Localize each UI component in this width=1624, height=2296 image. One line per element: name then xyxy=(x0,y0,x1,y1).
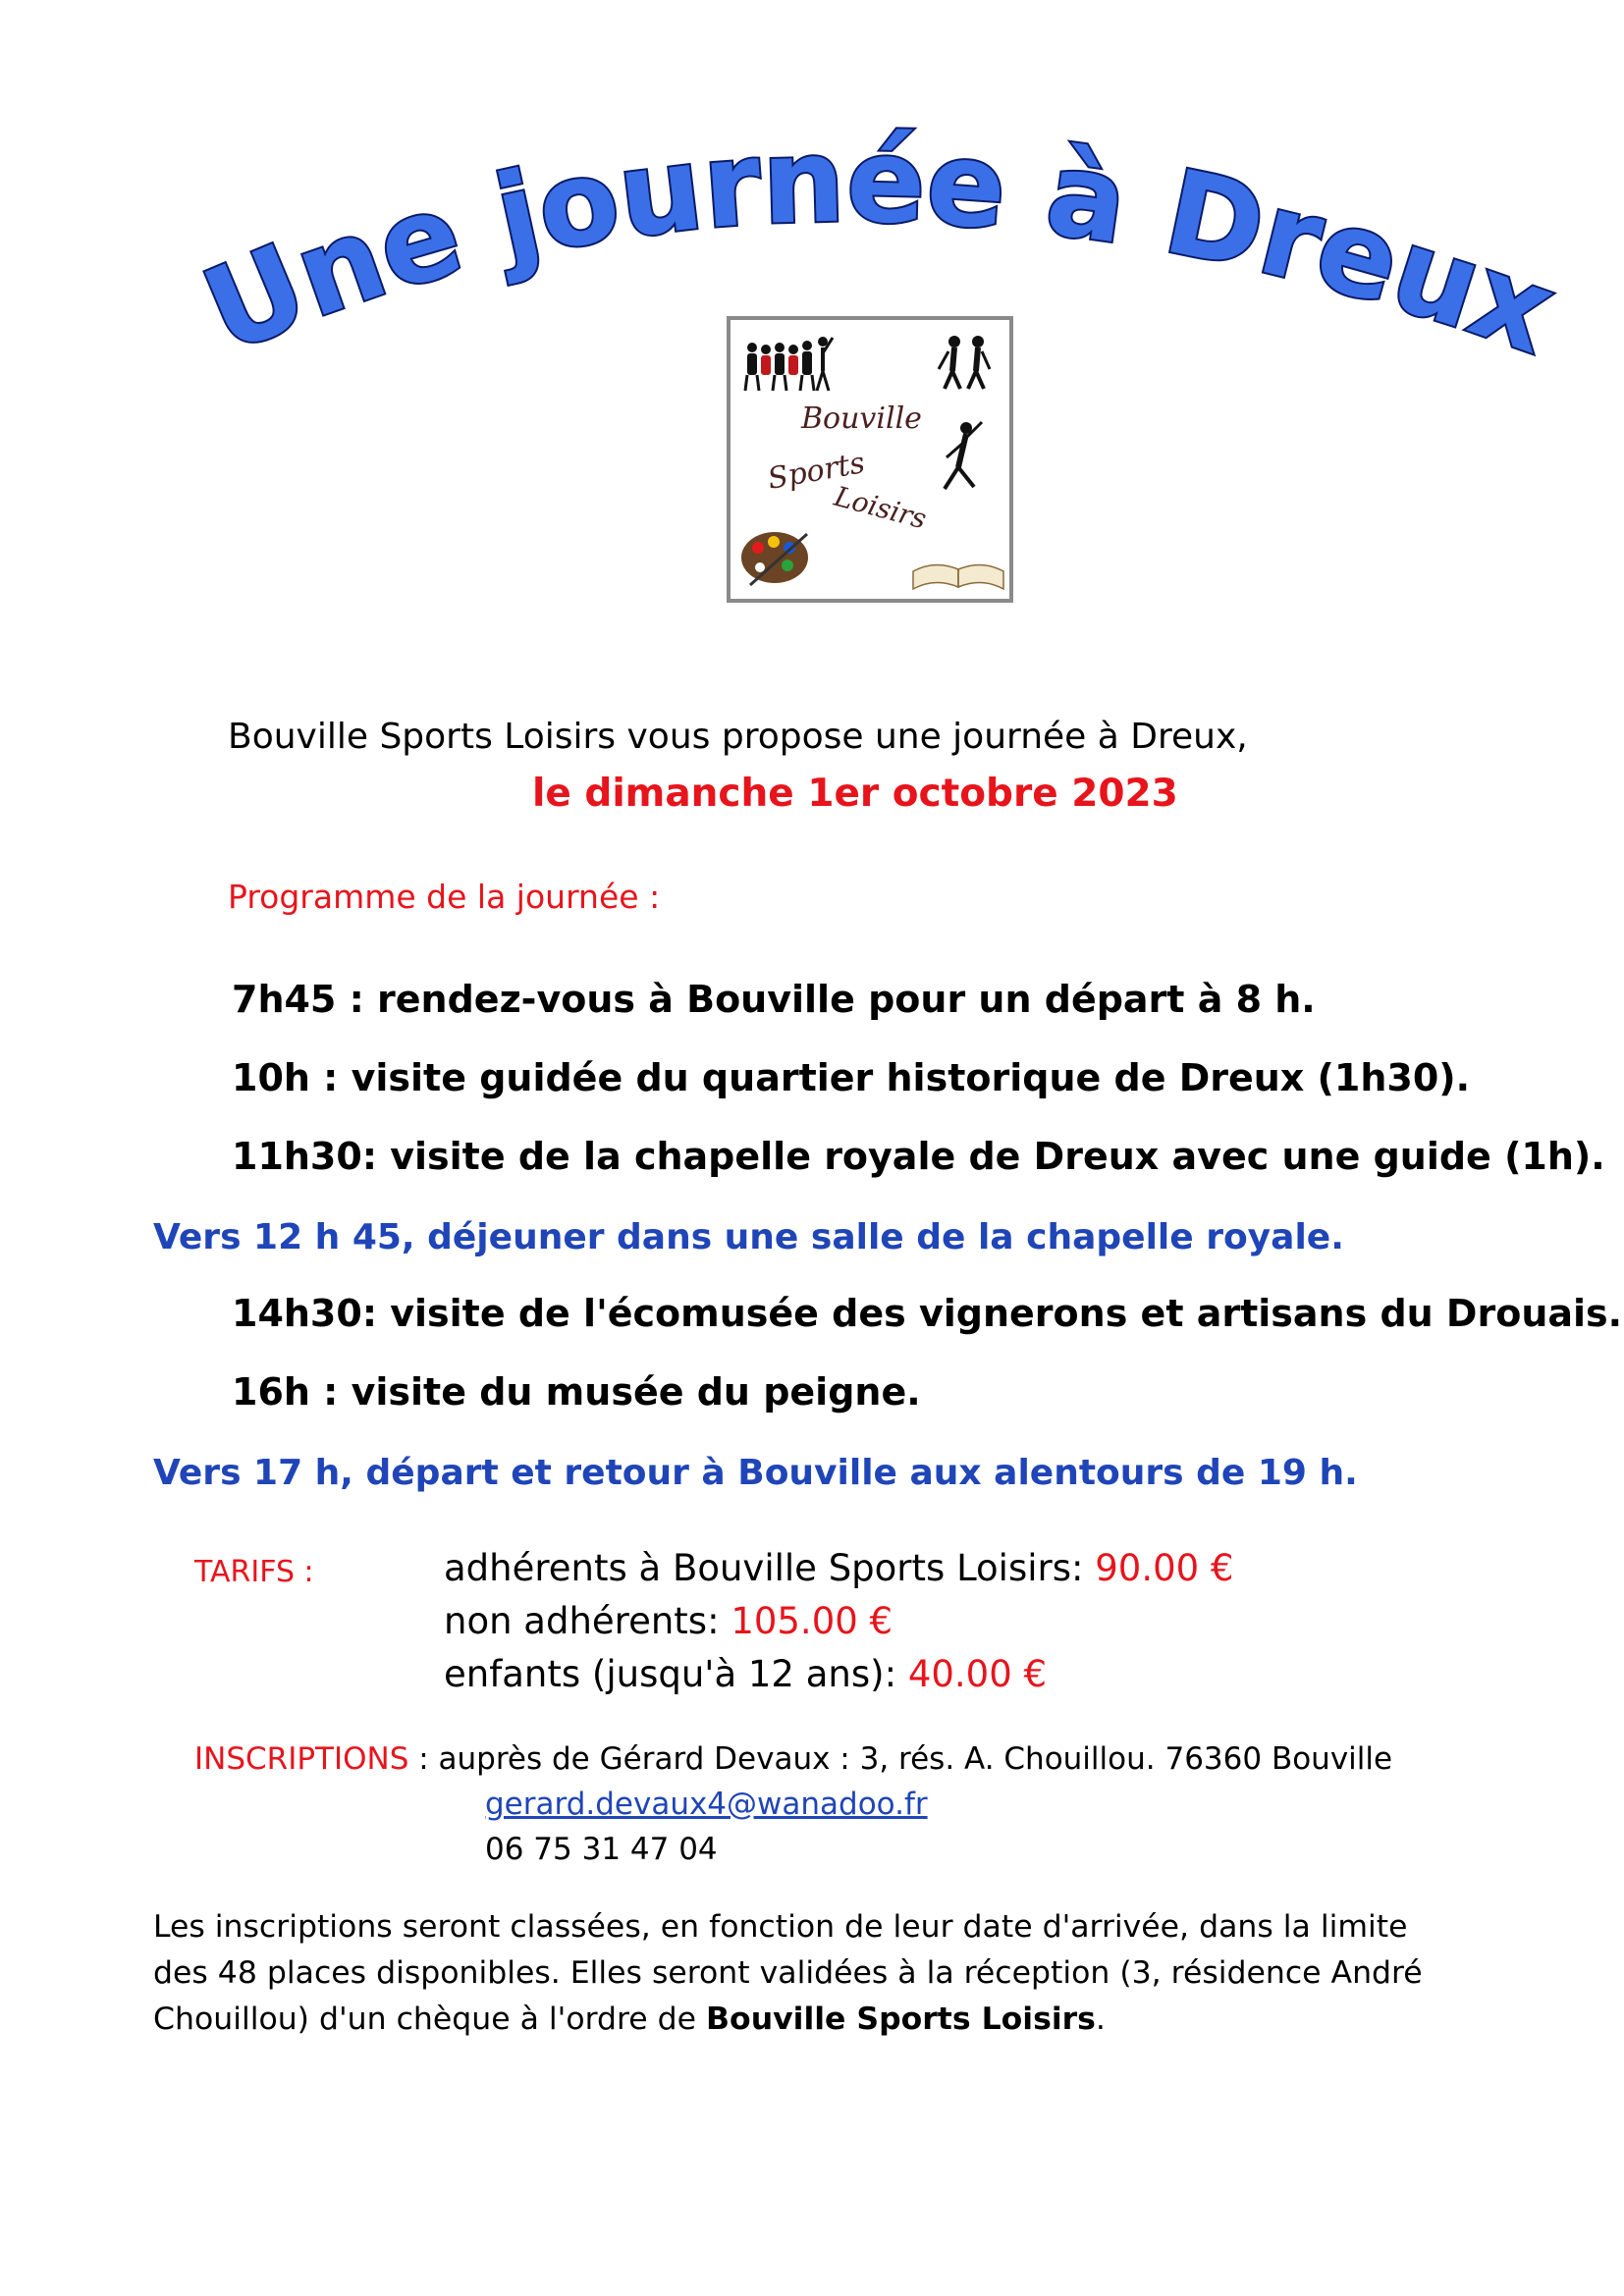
logo-word-sports: Sports xyxy=(765,446,868,497)
inscriptions-text: : auprès de Gérard Devaux : 3, rés. A. Chouillou. 76360 Bouville xyxy=(408,1741,1393,1777)
event-date: le dimanche 1er octobre 2023 xyxy=(532,772,1178,816)
note-end: . xyxy=(1095,2002,1106,2037)
tarif-row xyxy=(444,1547,1233,1589)
return-line: Vers 17 h, départ et retour à Bouville aux alentours de 19 h. xyxy=(153,1453,1358,1493)
tarif-price: 90.00 € xyxy=(1095,1547,1234,1589)
tarif-label: non adhérents: xyxy=(444,1600,720,1642)
contact-phone: 06 75 31 47 04 xyxy=(485,1832,718,1867)
dancers-icon xyxy=(745,337,833,391)
tarif-price: 40.00 € xyxy=(907,1653,1048,1695)
paint-palette-icon xyxy=(741,532,808,585)
hikers-icon xyxy=(939,336,990,389)
registration-note xyxy=(153,1904,1465,2043)
programme-item: 11h30: visite de la chapelle royale de Dreux avec une guide (1h). xyxy=(232,1135,1605,1178)
programme-item: 16h : visite du musée du peigne. xyxy=(232,1370,921,1414)
page-title-text: Une journée à Dreux xyxy=(186,112,1571,381)
intro-text: Bouville Sports Loisirs vous propose une journée à Dreux, xyxy=(228,717,1248,757)
logo-word-loisirs: Loisirs xyxy=(831,479,930,536)
inscriptions-label: INSCRIPTIONS xyxy=(194,1741,409,1777)
contact-email-link[interactable]: gerard.devaux4@wanadoo.fr xyxy=(485,1787,928,1822)
programme-item: 14h30: visite de l'écomusée des vignerons et artisans du Drouais. xyxy=(232,1292,1623,1335)
tarif-label: enfants (jusqu'à 12 ans): xyxy=(444,1653,897,1695)
note-bold-name: Bouville Sports Loisirs xyxy=(706,2002,1096,2037)
tarifs-label: TARIFS : xyxy=(194,1555,314,1589)
programme-item: 7h45 : rendez-vous à Bouville pour un départ à 8 h. xyxy=(232,978,1316,1021)
tarif-row xyxy=(444,1600,893,1642)
lunch-line: Vers 12 h 45, déjeuner dans une salle de la chapelle royale. xyxy=(153,1217,1344,1257)
tarif-price: 105.00 € xyxy=(731,1600,893,1642)
open-book-icon xyxy=(913,564,1003,589)
tarif-row xyxy=(444,1653,1047,1695)
programme-item: 10h : visite guidée du quartier historique de Dreux (1h30). xyxy=(232,1056,1471,1099)
association-logo xyxy=(727,316,1013,603)
programme-title: Programme de la journée : xyxy=(228,878,661,916)
gymnast-icon xyxy=(945,422,982,489)
logo-word-bouville: Bouville xyxy=(801,401,922,436)
inscriptions-line xyxy=(194,1741,1392,1777)
note-text: Les inscriptions seront classées, en fonction de leur date d'arrivée, dans la limite des 48 places disponibles. Elles seront validées à la réception (3, résidence André Chouillou) d'un chèque à l'ordre de xyxy=(153,1909,1423,2037)
tarif-label: adhérents à Bouville Sports Loisirs: xyxy=(444,1547,1084,1589)
